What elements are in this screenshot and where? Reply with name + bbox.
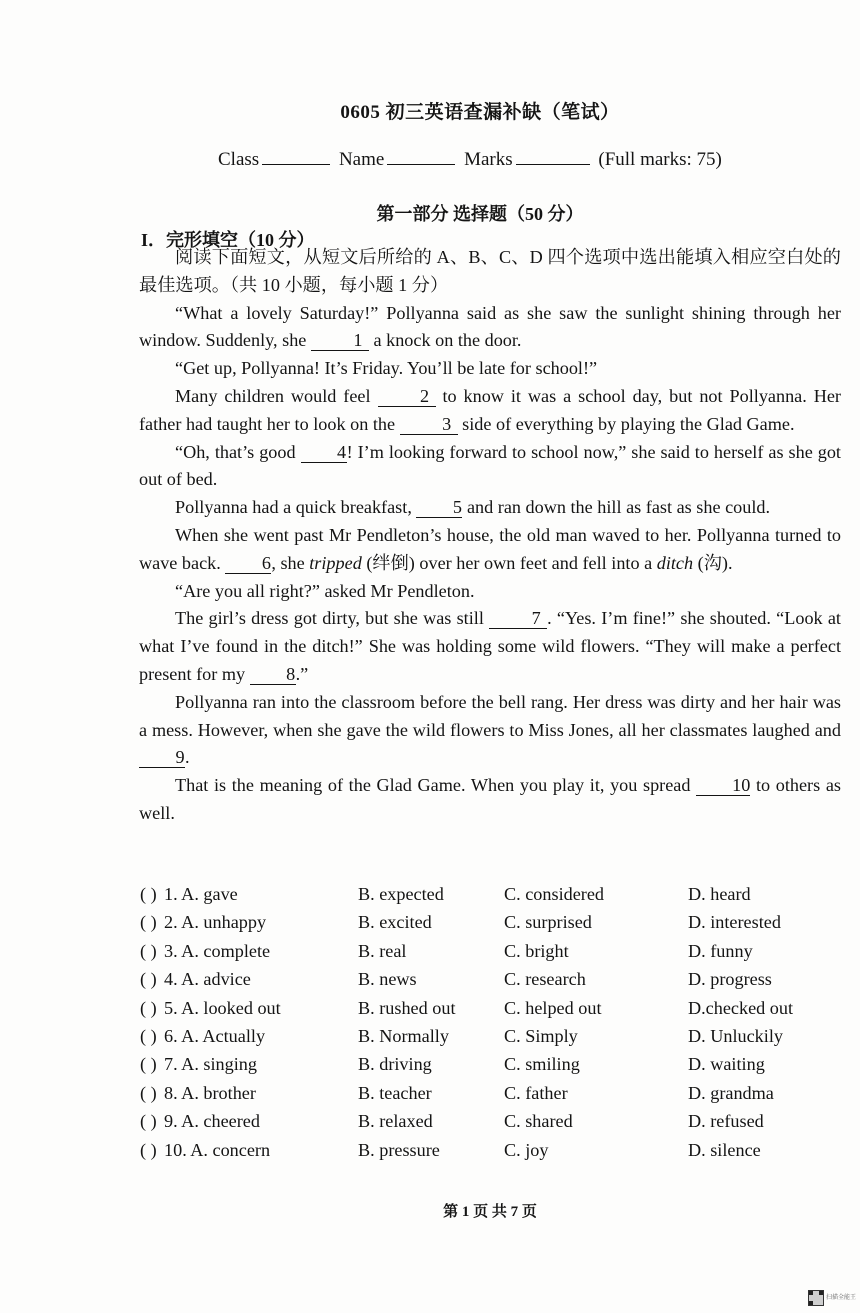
option-b: B. news [358,969,417,990]
option-d: D. interested [688,912,781,933]
question-options [138,884,838,1168]
marks-label: Marks [464,149,513,170]
paragraph: When she went past Mr Pendleton’s house, the old man waved to her. Pollyanna turned to wave back. 6, she tripped (绊倒) over her own feet and fell into a ditch (沟). [139,524,841,573]
blank-8: 8 [250,664,296,685]
question-row [138,1054,838,1082]
blank-1: 1 [311,330,369,351]
option-c: C. bright [504,940,569,961]
option-b: B. expected [358,884,444,904]
blank-2: 2 [378,386,436,407]
question-row [138,998,838,1026]
instruction: 阅读下面短文，从短文后所给的 A、B、C、D 四个选项中选出能填入相应空白处的最佳选项。（共 10 小题，每小题 1 分） [139,247,841,295]
option-c: C. joy [504,1139,549,1160]
question-row [138,884,838,912]
option-b: B. driving [358,1054,432,1075]
blank-4: 4 [301,442,347,463]
scanner-watermark: 扫描全能王 [826,1294,857,1301]
answer-paren[interactable]: ( ) [140,969,157,990]
option-a: 8. A. brother [164,1082,256,1103]
option-b: B. rushed out [358,997,456,1018]
name-blank[interactable] [387,148,455,165]
page-number: 第 1 页 共 7 页 [443,1204,537,1220]
answer-paren[interactable]: ( ) [140,997,157,1018]
answer-paren[interactable]: ( ) [140,1139,157,1160]
option-c: C. Simply [504,1025,578,1046]
answer-paren[interactable]: ( ) [140,1111,157,1132]
paragraph: “What a lovely Saturday!” Pollyanna said as she saw the sunlight shining through her window. Suddenly, she 1 a knock on the door. [139,302,841,351]
option-c: C. father [504,1082,568,1103]
option-b: B. pressure [358,1139,440,1160]
option-c: C. considered [504,884,605,904]
qr-code-icon [808,1290,824,1306]
option-d: D. funny [688,940,753,961]
question-row [138,1083,838,1111]
paragraph: The girl’s dress got dirty, but she was still 7 . “Yes. I’m fine!” she shouted. “Look at what I’ve found in the ditch!” She was holding some wild flowers. “They will make a perfect present for my 8.” [139,608,841,684]
option-a: 9. A. cheered [164,1111,260,1132]
option-d: D. Unluckily [688,1025,783,1046]
question-row [138,1111,838,1139]
option-a: 1. A. gave [164,884,238,904]
answer-paren[interactable]: ( ) [140,1025,157,1046]
exam-title: 0605 初三英语查漏补缺（笔试） [340,102,620,123]
paragraph: Many children would feel 2 to know it was a school day, but not Pollyanna. Her father had taught her to look on the 3 side of everything by playing the Glad Game. [139,385,841,434]
paragraph: “Oh, that’s good 4! I’m looking forward to school now,” she said to herself as she got out of bed. [139,441,841,490]
full-marks: (Full marks: 75) [598,149,722,170]
option-c: C. research [504,969,586,990]
blank-10: 10 [696,775,750,796]
paragraph: That is the meaning of the Glad Game. When you play it, you spread 10 to others as well. [139,775,841,823]
option-b: B. real [358,940,407,961]
paragraph: “Are you all right?” asked Mr Pendleton. [175,580,475,601]
marks-blank[interactable] [516,148,590,165]
option-a: 2. A. unhappy [164,912,267,933]
blank-5: 5 [416,497,462,518]
option-d: D. heard [688,884,751,904]
option-c: C. smiling [504,1054,580,1075]
option-d: D.checked out [688,997,794,1018]
paragraph: Pollyanna had a quick breakfast, 5 and ran down the hill as fast as she could. [175,497,771,518]
option-b: B. Normally [358,1025,449,1046]
name-label: Name [338,149,385,170]
option-a: 10. A. concern [164,1139,271,1160]
question-row [138,969,838,997]
option-a: 5. A. looked out [164,997,281,1018]
section-heading: I．完形填空（10 分） [141,230,315,250]
option-b: B. relaxed [358,1111,433,1132]
option-d: D. waiting [688,1054,765,1075]
option-c: C. helped out [504,997,602,1018]
option-c: C. surprised [504,912,592,933]
student-info-line [218,148,722,171]
option-d: D. progress [688,969,772,990]
option-a: 3. A. complete [164,940,271,961]
question-row [138,1140,838,1168]
option-a: 6. A. Actually [164,1025,266,1046]
blank-9: 9 [139,747,185,768]
option-c: C. shared [504,1111,573,1132]
class-label: Class [218,149,260,170]
option-b: B. teacher [358,1082,432,1103]
question-row [138,941,838,969]
option-d: D. refused [688,1111,764,1132]
paragraph: Pollyanna ran into the classroom before the bell rang. Her dress was dirty and her hair was a mess. However, when she gave the wild flowers to Miss Jones, all her classmates laughed and 9. [139,691,841,768]
option-a: 7. A. singing [164,1054,257,1075]
cloze-passage [139,244,841,828]
question-row [138,1026,838,1054]
option-d: D. grandma [688,1082,774,1103]
part-heading: 第一部分 选择题（50 分） [376,204,584,224]
answer-paren[interactable]: ( ) [140,1082,157,1103]
blank-6: 6 [225,553,271,574]
answer-paren[interactable]: ( ) [140,1054,157,1075]
blank-3: 3 [400,414,458,435]
answer-paren[interactable]: ( ) [140,940,157,961]
answer-paren[interactable]: ( ) [140,884,157,904]
class-blank[interactable] [262,148,330,165]
blank-7: 7 [489,608,547,629]
option-b: B. excited [358,912,432,933]
option-d: D. silence [688,1139,761,1160]
paragraph: “Get up, Pollyanna! It’s Friday. You’ll be late for school!” [175,358,598,379]
option-a: 4. A. advice [164,969,251,990]
question-row [138,912,838,940]
answer-paren[interactable]: ( ) [140,912,157,933]
